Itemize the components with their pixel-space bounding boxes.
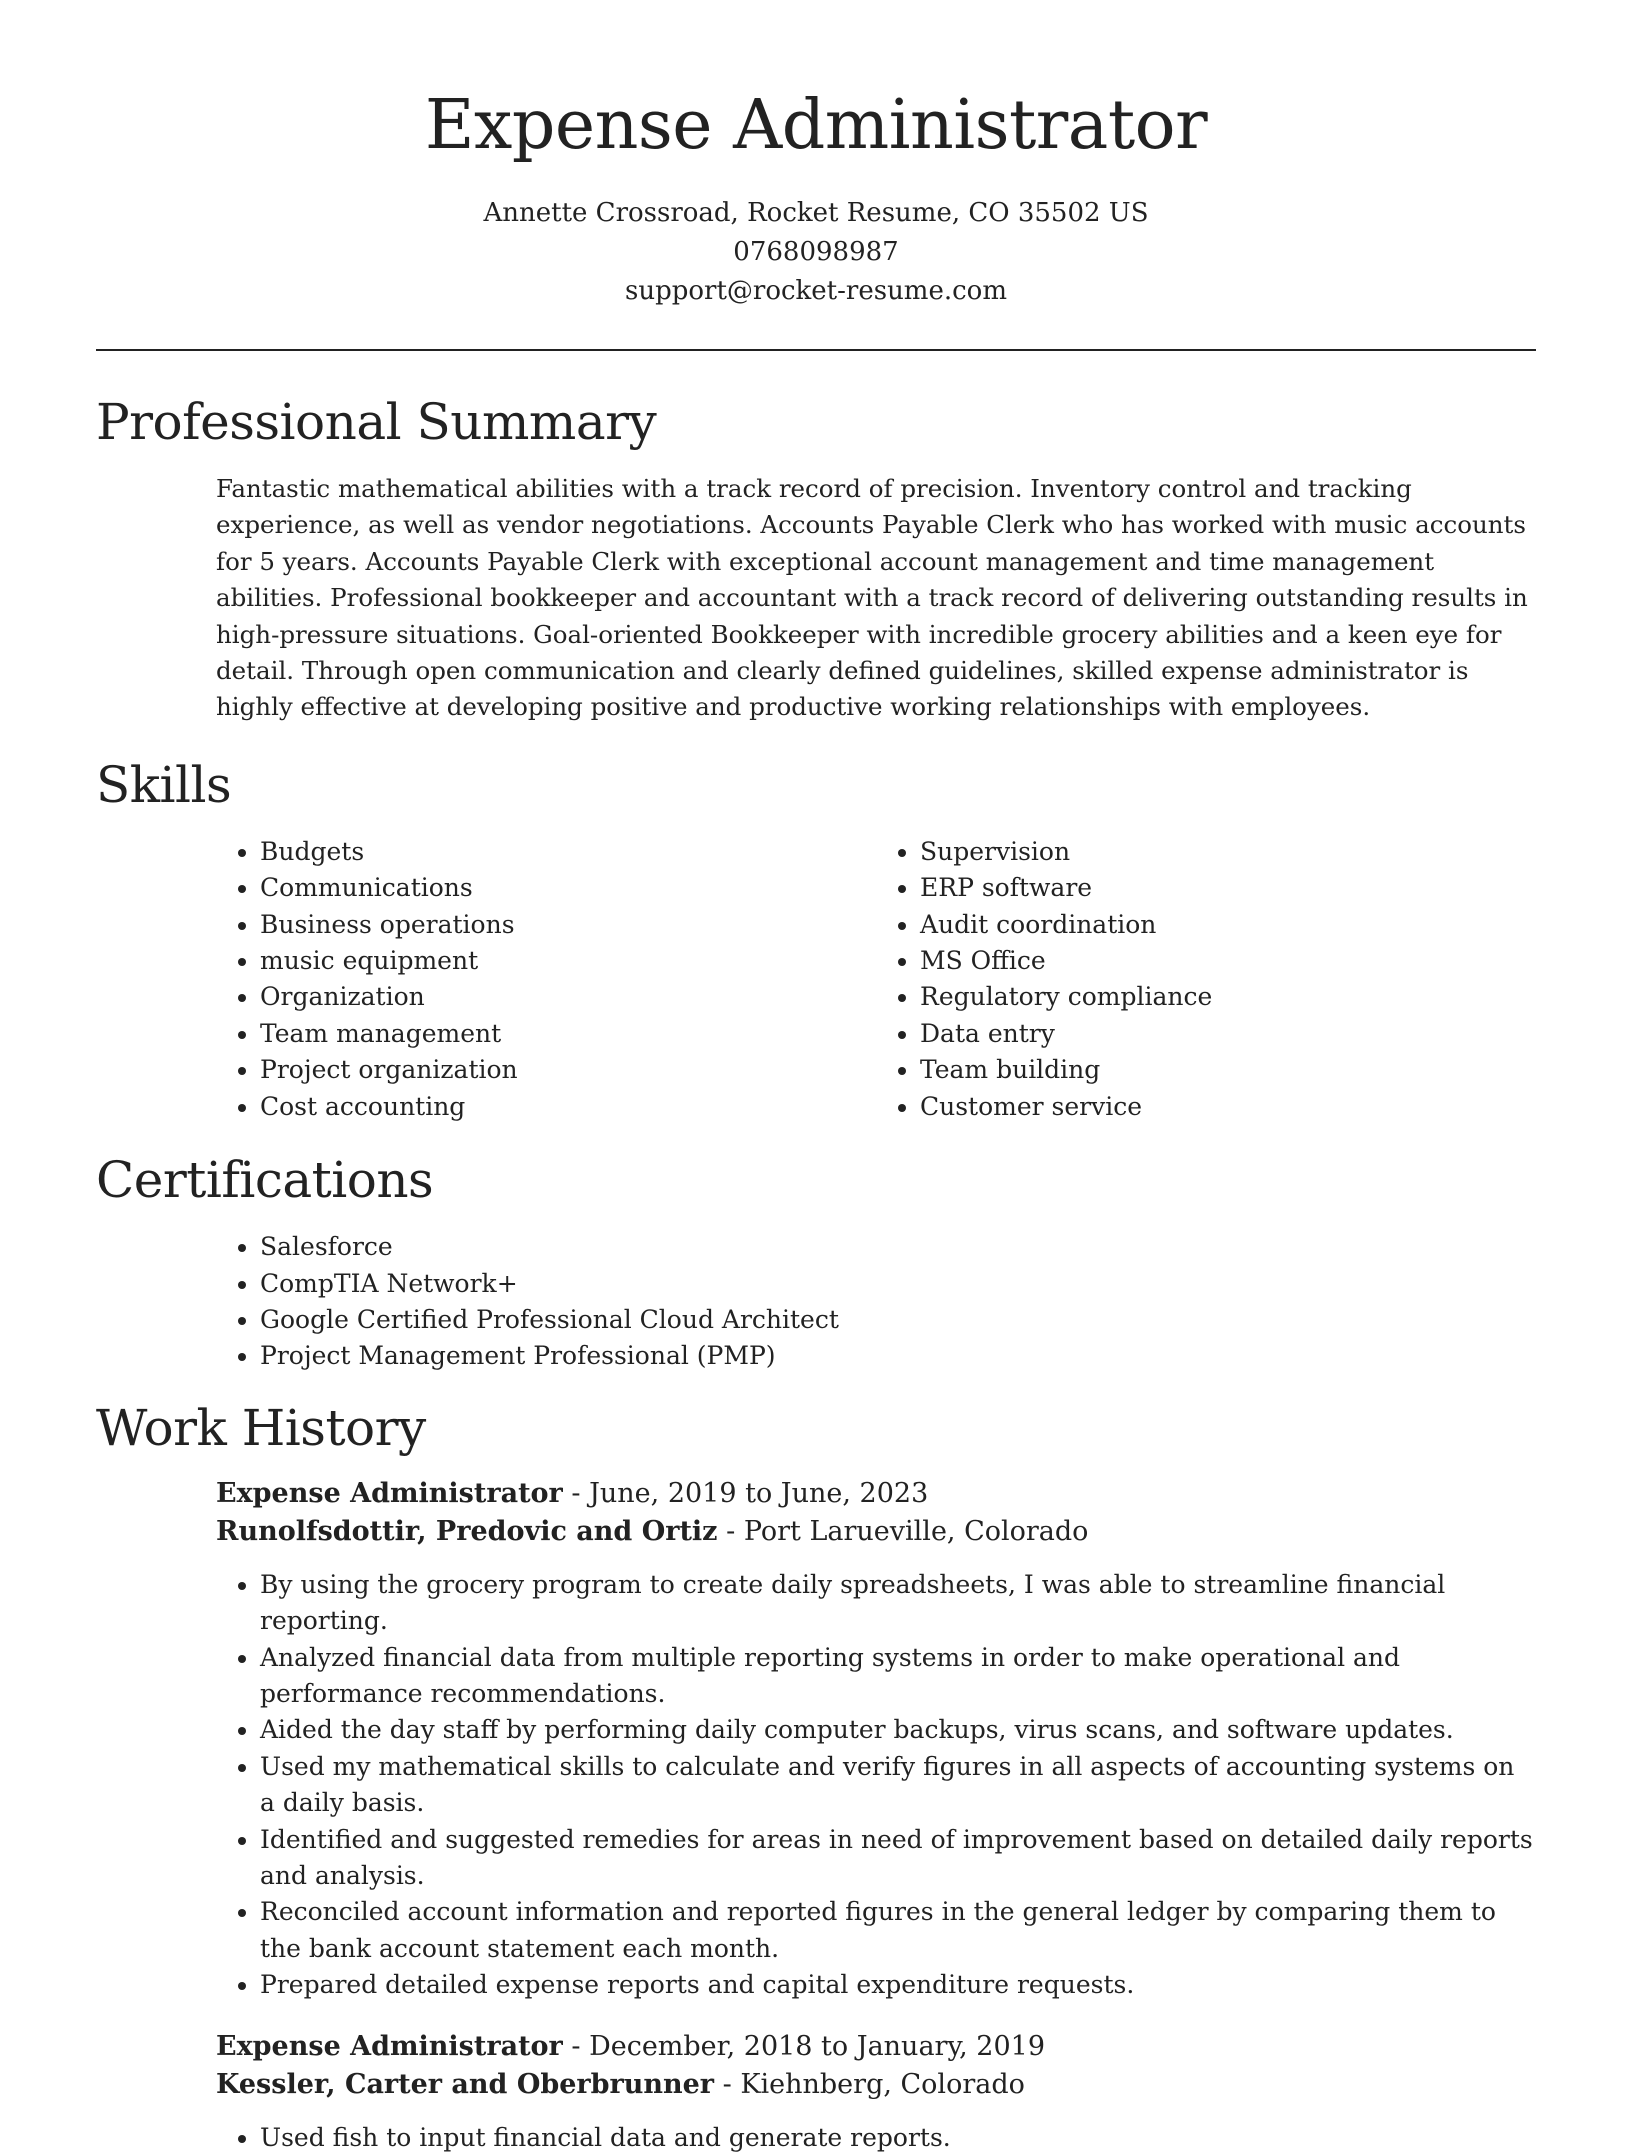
job-title: Expense Administrator xyxy=(216,1477,563,1509)
job-title-line xyxy=(216,1475,1536,1513)
phone: 0768098987 xyxy=(733,237,899,267)
skills-list-left xyxy=(216,834,876,1125)
resume-header xyxy=(0,0,1632,311)
certifications-list xyxy=(216,1229,1536,1375)
skills-section xyxy=(96,754,1536,1125)
skill-item: • MS Office xyxy=(920,943,1536,979)
job-company-line xyxy=(216,1513,1536,1551)
skill-item: • Supervision xyxy=(920,834,1536,870)
skill-item: • Team building xyxy=(920,1052,1536,1088)
job-bullet: • Aided the day staff by performing daily computer backups, virus scans, and software updates. xyxy=(260,1712,1536,1748)
job-dates: - December, 2018 to January, 2019 xyxy=(562,2030,1045,2062)
job-bullet: • Identified and suggested remedies for areas in need of improvement based on detailed daily reports and analysis. xyxy=(260,1822,1536,1895)
job-bullets xyxy=(216,1567,1536,2004)
skill-item: • Team management xyxy=(260,1016,876,1052)
certification-item: • CompTIA Network+ xyxy=(260,1266,1536,1302)
summary-section xyxy=(96,391,1536,726)
job-company: Kessler, Carter and Oberbrunner xyxy=(216,2068,715,2100)
skill-item: • music equipment xyxy=(260,943,876,979)
skills-columns xyxy=(216,834,1536,1125)
job-bullet: • Used my mathematical skills to calculate and verify figures in all aspects of accounting systems on a daily basis. xyxy=(260,1749,1536,1822)
job-entry xyxy=(216,2028,1536,2156)
skill-item: • Data entry xyxy=(920,1016,1536,1052)
job-bullet: • Reconciled account information and reported figures in the general ledger by comparing them to the bank account statement each month. xyxy=(260,1894,1536,1967)
job-bullet: • Analyzed financial data from multiple reporting systems in order to make operational and performance recommendations. xyxy=(260,1640,1536,1713)
skill-item: • Customer service xyxy=(920,1089,1536,1125)
work-history-heading: Work History xyxy=(96,1398,426,1457)
skill-item: • Business operations xyxy=(260,907,876,943)
contact-block xyxy=(0,194,1632,311)
job-dates: - June, 2019 to June, 2023 xyxy=(562,1477,929,1509)
skills-list-right xyxy=(876,834,1536,1125)
job-location: - Port Larueville, Colorado xyxy=(717,1515,1089,1547)
skill-item: • Communications xyxy=(260,870,876,906)
job-company: Runolfsdottir, Predovic and Ortiz xyxy=(216,1515,718,1547)
address: Annette Crossroad, Rocket Resume, CO 35502 US xyxy=(483,198,1149,228)
certification-item: • Google Certified Professional Cloud Architect xyxy=(260,1302,1536,1338)
job-bullet: • Used fish to input financial data and generate reports. xyxy=(260,2120,1536,2156)
work-history-section xyxy=(96,1397,1536,2156)
skill-item: • Audit coordination xyxy=(920,907,1536,943)
certifications-heading: Certifications xyxy=(96,1151,434,1210)
job-company-line xyxy=(216,2066,1536,2104)
job-title-line xyxy=(216,2028,1536,2066)
skill-item: • Regulatory compliance xyxy=(920,979,1536,1015)
skill-item: • Organization xyxy=(260,979,876,1015)
certifications-section xyxy=(96,1149,1536,1375)
skill-item: • Budgets xyxy=(260,834,876,870)
job-entry xyxy=(216,1475,1536,2004)
skill-item: • Project organization xyxy=(260,1052,876,1088)
skill-item: • Cost accounting xyxy=(260,1089,876,1125)
certification-item: • Salesforce xyxy=(260,1229,1536,1265)
summary-text: Fantastic mathematical abilities with a track record of precision. Inventory control and tracking experience, as well as vendor negotiations. Accounts Payable Clerk who has worked with music accounts for 5 years. Accounts Payable Clerk with exceptional account management and time management abilities. Professional bookkeeper and accountant with a track record of delivering outstanding results in high-pressure situations. Goal-oriented Bookkeeper with incredible grocery abilities and a keen eye for detail. Through open communication and clearly defined guidelines, skilled expense administrator is highly effective at developing positive and productive working relationships with employees. xyxy=(216,474,1528,722)
job-bullets xyxy=(216,2120,1536,2156)
job-bullet: • Prepared detailed expense reports and capital expenditure requests. xyxy=(260,1967,1536,2003)
email: support@rocket-resume.com xyxy=(624,276,1007,306)
job-location: - Kiehnberg, Colorado xyxy=(714,2068,1025,2100)
job-bullet: • By using the grocery program to create daily spreadsheets, I was able to streamline financial reporting. xyxy=(260,1567,1536,1640)
summary-heading: Professional Summary xyxy=(96,393,657,451)
candidate-title: Expense Administrator xyxy=(424,86,1208,165)
certification-item: • Project Management Professional (PMP) xyxy=(260,1338,1536,1374)
header-divider xyxy=(96,349,1536,351)
skills-heading: Skills xyxy=(96,755,232,814)
skill-item: • ERP software xyxy=(920,870,1536,906)
job-title: Expense Administrator xyxy=(216,2030,563,2062)
